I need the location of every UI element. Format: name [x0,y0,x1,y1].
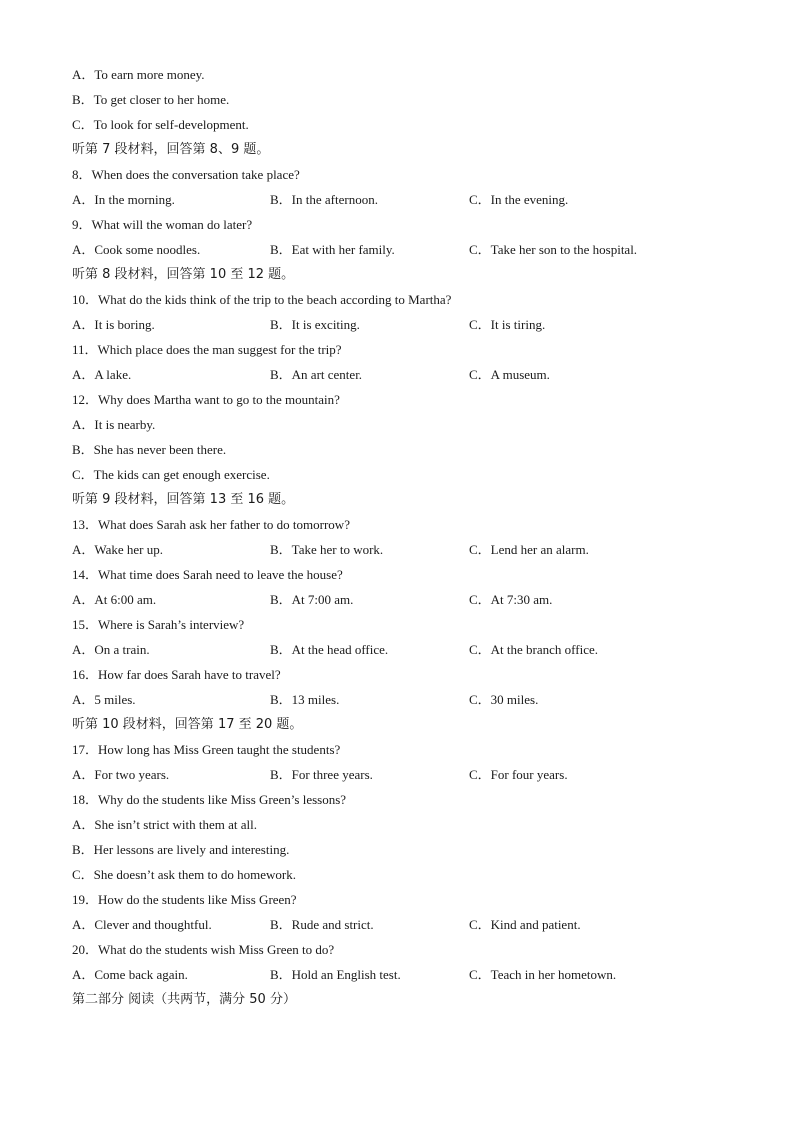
option-a: A．At 6:00 am. [72,592,157,607]
text-line: 20．What do the students wish Miss Green to do? [72,942,335,957]
option-c: C．Take her son to the hospital. [469,242,638,257]
option-c: C．At the branch office. [469,642,598,657]
option-b: B．13 miles. [270,692,340,707]
text-line: 18．Why do the students like Miss Green’s lessons? [72,792,347,807]
option-b: B．Eat with her family. [270,242,395,257]
answer-options-row [72,962,732,987]
answer-options-row [72,362,732,387]
option-b: B．In the afternoon. [270,192,378,207]
text-line: A．She isn’t strict with them at all. [72,817,257,832]
answer-options-row [72,187,732,212]
option-c: C．For four years. [469,767,568,782]
option-c: C．In the evening. [469,192,569,207]
option-b: B．An art center. [270,367,363,382]
option-c: C．Kind and patient. [469,917,581,932]
option-a: A．Come back again. [72,967,188,982]
answer-options-row [72,762,732,787]
text-line: B．To get closer to her home. [72,92,230,107]
section-heading: 听第 9 段材料，回答第 13 至 16 题。 [72,492,295,507]
option-c: C．30 miles. [469,692,539,707]
option-a: A．In the morning. [72,192,175,207]
option-b: B．Take her to work. [270,542,384,557]
answer-options-row [72,687,732,712]
option-a: A．For two years. [72,767,170,782]
section-heading: 第二部分 阅读（共两节，满分 50 分） [72,992,296,1007]
text-line: 13．What does Sarah ask her father to do tomorrow? [72,517,350,532]
option-b: B．Rude and strict. [270,917,374,932]
document-page [72,62,732,1012]
text-line: C．To look for self-development. [72,117,249,132]
option-b: B．At 7:00 am. [270,592,354,607]
text-line: A．It is nearby. [72,417,156,432]
text-line: 15．Where is Sarah’s interview? [72,617,245,632]
option-c: C．It is tiring. [469,317,546,332]
option-b: B．At the head office. [270,642,389,657]
option-a: A．It is boring. [72,317,155,332]
option-a: A．5 miles. [72,692,136,707]
text-line: C．She doesn’t ask them to do homework. [72,867,296,882]
section-heading: 听第 7 段材料，回答第 8、9 题。 [72,142,270,157]
text-line: B．She has never been there. [72,442,227,457]
text-line: C．The kids can get enough exercise. [72,467,270,482]
answer-options-row [72,912,732,937]
option-c: C．At 7:30 am. [469,592,553,607]
option-c: C．Teach in her hometown. [469,967,617,982]
option-c: C．Lend her an alarm. [469,542,589,557]
text-line: 11．Which place does the man suggest for the trip? [72,342,342,357]
option-b: B．For three years. [270,767,373,782]
option-a: A．A lake. [72,367,132,382]
option-b: B．Hold an English test. [270,967,401,982]
answer-options-row [72,637,732,662]
answer-options-row [72,587,732,612]
option-c: C．A museum. [469,367,550,382]
answer-options-row [72,312,732,337]
text-line: 17．How long has Miss Green taught the students? [72,742,341,757]
answer-options-row [72,537,732,562]
answer-options-row [72,237,732,262]
text-line: 8．When does the conversation take place? [72,167,300,182]
option-a: A．Cook some noodles. [72,242,201,257]
text-line: 9．What will the woman do later? [72,217,253,232]
section-heading: 听第 8 段材料，回答第 10 至 12 题。 [72,267,295,282]
option-a: A．Wake her up. [72,542,164,557]
option-b: B．It is exciting. [270,317,360,332]
text-line: A．To earn more money. [72,67,205,82]
option-a: A．Clever and thoughtful. [72,917,212,932]
section-heading: 听第 10 段材料，回答第 17 至 20 题。 [72,717,303,732]
text-line: 19．How do the students like Miss Green? [72,892,297,907]
text-line: 12．Why does Martha want to go to the mountain? [72,392,340,407]
text-line: B．Her lessons are lively and interesting. [72,842,290,857]
text-line: 14．What time does Sarah need to leave the house? [72,567,343,582]
text-line: 16．How far does Sarah have to travel? [72,667,281,682]
text-line: 10．What do the kids think of the trip to the beach according to Martha? [72,292,452,307]
option-a: A．On a train. [72,642,150,657]
